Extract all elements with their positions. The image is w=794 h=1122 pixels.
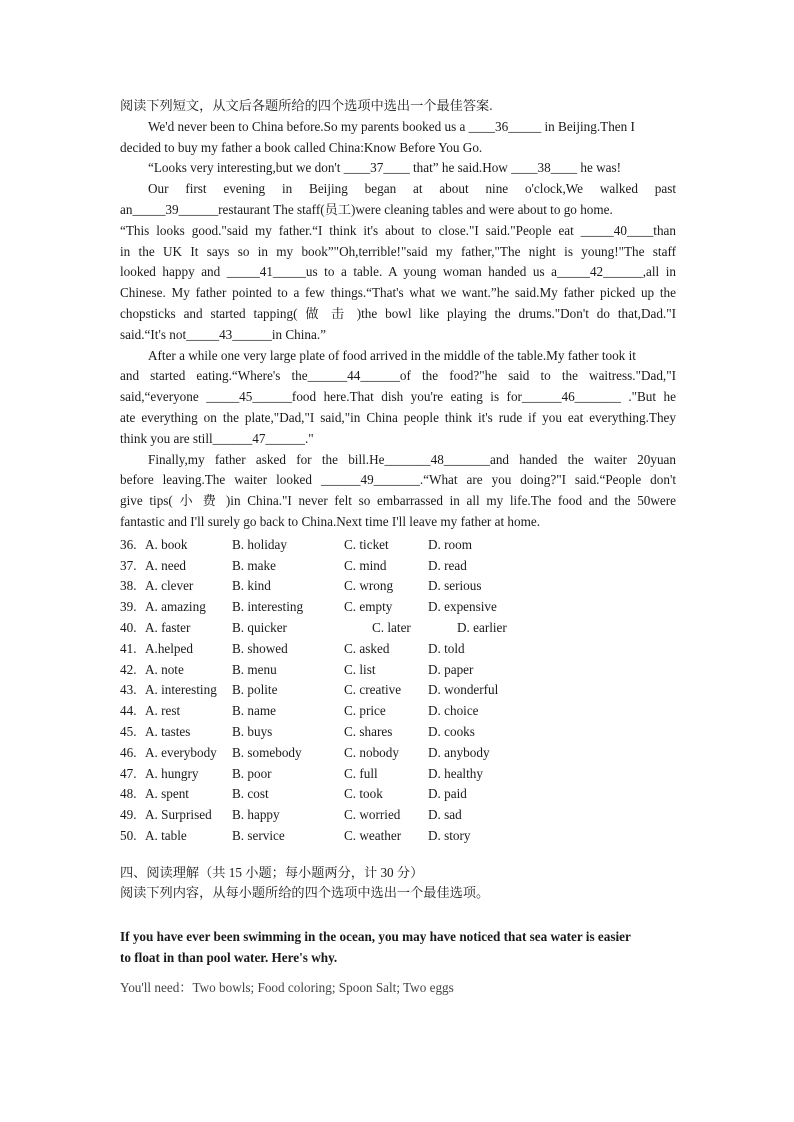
option-row-46	[120, 743, 676, 764]
reading-intro-line: If you have ever been swimming in the ocean, you may have noticed that sea water is easier	[120, 929, 631, 945]
option-a[interactable]: A. spent	[145, 786, 189, 802]
exam-page	[120, 96, 676, 999]
option-d[interactable]: D. room	[428, 536, 472, 552]
option-d[interactable]: D. wonderful	[428, 682, 499, 698]
passage-line: before leaving.The waiter looked ______49_______.“What are you doing?"I said.“People don't	[120, 472, 676, 488]
passage-line: “This looks good."said my father.“I think it's about to close."I said."People eat _____40____than	[120, 222, 676, 238]
question-number: 37.	[120, 557, 137, 573]
option-c[interactable]: C. ticket	[344, 536, 389, 552]
option-d[interactable]: D. story	[428, 827, 471, 843]
option-d[interactable]: D. told	[428, 640, 465, 656]
reading-intro	[120, 926, 676, 968]
question-number: 39.	[120, 599, 137, 615]
option-d[interactable]: D. anybody	[428, 744, 490, 760]
question-number: 48.	[120, 786, 137, 802]
question-number: 45.	[120, 723, 137, 739]
option-a[interactable]: A. rest	[145, 703, 181, 719]
option-row-50	[120, 826, 676, 847]
option-d[interactable]: D. healthy	[428, 765, 483, 781]
option-c[interactable]: C. asked	[344, 640, 390, 656]
option-a[interactable]: A. everybody	[145, 744, 217, 760]
passage-line: an_____39______restaurant The staff(员工)were cleaning tables and were about to go home.	[120, 201, 613, 217]
option-b[interactable]: B. somebody	[232, 744, 302, 760]
option-row-43	[120, 680, 676, 701]
passage-line: ate everything on the plate,"Dad,"I said,"in China people think it's rude if you eat everything.They	[120, 409, 676, 425]
option-b[interactable]: B. menu	[232, 661, 277, 677]
question-number: 36.	[120, 536, 137, 552]
option-row-45	[120, 722, 676, 743]
option-b[interactable]: B. buys	[232, 723, 273, 739]
option-a[interactable]: A.helped	[145, 640, 193, 656]
reading-intro-line: to float in than pool water. Here's why.	[120, 950, 338, 966]
option-b[interactable]: B. kind	[232, 578, 271, 594]
passage-line: said.“It's not_____43______in China.”	[120, 326, 327, 342]
option-c[interactable]: C. later	[372, 619, 411, 635]
passage-line: Our first evening in Beijing began at about nine o'clock,We walked past	[148, 181, 676, 197]
option-d[interactable]: D. cooks	[428, 723, 475, 739]
option-d[interactable]: D. sad	[428, 807, 462, 823]
section-4	[120, 863, 676, 905]
option-b[interactable]: B. name	[232, 703, 276, 719]
option-row-39	[120, 597, 676, 618]
passage-line: think you are still______47______."	[120, 430, 314, 446]
option-a[interactable]: A. Surprised	[145, 807, 212, 823]
option-a[interactable]: A. interesting	[145, 682, 217, 698]
question-number: 41.	[120, 640, 137, 656]
option-c[interactable]: C. empty	[344, 599, 393, 615]
option-row-41	[120, 639, 676, 660]
section-instruction: 阅读下列内容，从每小题所给的四个选项中选出一个最佳选项。	[120, 885, 490, 901]
option-b[interactable]: B. quicker	[232, 619, 287, 635]
option-row-37	[120, 556, 676, 577]
option-b[interactable]: B. happy	[232, 807, 280, 823]
cloze-passage	[120, 117, 676, 533]
question-number: 38.	[120, 578, 137, 594]
section-heading: 四、阅读理解（共 15 小题；每小题两分，计 30 分）	[120, 864, 424, 880]
options-list	[120, 535, 676, 847]
question-number: 42.	[120, 661, 137, 677]
cloze-instruction: 阅读下列短文，从文后各题所给的四个选项中选出一个最佳答案.	[120, 98, 493, 113]
question-number: 50.	[120, 827, 137, 843]
option-row-49	[120, 805, 676, 826]
passage-line: We'd never been to China before.So my parents booked us a ____36_____ in Beijing.Then I	[148, 118, 635, 134]
option-a[interactable]: A. hungry	[145, 765, 199, 781]
option-a[interactable]: A. need	[145, 557, 187, 573]
passage-line: “Looks very interesting,but we don't ____37____ that” he said.How ____38____ he was!	[148, 160, 622, 176]
option-b[interactable]: B. interesting	[232, 599, 304, 615]
option-b[interactable]: B. poor	[232, 765, 272, 781]
option-a[interactable]: A. clever	[145, 578, 194, 594]
option-c[interactable]: C. weather	[344, 827, 402, 843]
passage-line: chopsticks and started tapping( 做 击 )the bowl like playing the drums."Don't do that,Dad."I	[120, 305, 676, 321]
option-c[interactable]: C. list	[344, 661, 376, 677]
option-c[interactable]: C. full	[344, 765, 378, 781]
option-c[interactable]: C. mind	[344, 557, 387, 573]
option-a[interactable]: A. amazing	[145, 599, 206, 615]
option-d[interactable]: D. paper	[428, 661, 474, 677]
question-number: 43.	[120, 682, 137, 698]
passage-line: looked happy and _____41_____us to a table. A young woman handed us a_____42______,all in	[120, 264, 676, 280]
option-row-47	[120, 764, 676, 785]
option-a[interactable]: A. table	[145, 827, 187, 843]
passage-line: give tips( 小 费 )in China."I never felt so embarrassed in all my life.The food and the 50were	[120, 493, 676, 509]
option-c[interactable]: C. shares	[344, 723, 393, 739]
option-row-42	[120, 660, 676, 681]
question-number: 40.	[120, 619, 137, 635]
option-row-38	[120, 576, 676, 597]
option-d[interactable]: D. serious	[428, 578, 482, 594]
option-d[interactable]: D. earlier	[457, 619, 507, 635]
question-number: 46.	[120, 744, 137, 760]
question-number: 49.	[120, 807, 137, 823]
option-a[interactable]: A. faster	[145, 619, 191, 635]
option-b[interactable]: B. polite	[232, 682, 278, 698]
option-b[interactable]: B. showed	[232, 640, 288, 656]
option-row-36	[120, 535, 676, 556]
option-c[interactable]: C. nobody	[344, 744, 399, 760]
option-c[interactable]: C. wrong	[344, 578, 394, 594]
option-a[interactable]: A. book	[145, 536, 188, 552]
passage-line: Chinese. My father pointed to a few things.“That's what we want.”he said.My father picked up the	[120, 285, 676, 301]
passage-line: fantastic and I'll surely go back to China.Next time I'll leave my father at home.	[120, 513, 541, 529]
option-row-44	[120, 701, 676, 722]
option-b[interactable]: B. cost	[232, 786, 269, 802]
option-c[interactable]: C. worried	[344, 807, 401, 823]
passage-line: in the UK It says so in my book”"Oh,terrible!"said my father,"The night is young!"The staff	[120, 243, 676, 259]
passage-line: said,“everyone _____45______food here.That dish you're eating is for______46_______ ."But he	[120, 389, 676, 405]
option-b[interactable]: B. make	[232, 557, 276, 573]
option-row-48	[120, 784, 676, 805]
option-d[interactable]: D. paid	[428, 786, 467, 802]
question-number: 44.	[120, 703, 137, 719]
option-row-40	[120, 618, 676, 639]
passage-line: and started eating.“Where's the______44______of the food?"he said to the waitress."Dad,"I	[120, 368, 676, 384]
passage-line: Finally,my father asked for the bill.He_______48_______and handed the waiter 20yuan	[148, 451, 676, 467]
option-c[interactable]: C. price	[344, 703, 386, 719]
option-c[interactable]: C. creative	[344, 682, 402, 698]
option-d[interactable]: D. choice	[428, 703, 479, 719]
option-d[interactable]: D. expensive	[428, 599, 497, 615]
passage-line: After a while one very large plate of food arrived in the middle of the table.My father took it	[148, 347, 636, 363]
option-a[interactable]: A. note	[145, 661, 184, 677]
materials-line: You'll need：Two bowls; Food coloring; Spoon Salt; Two eggs	[120, 980, 454, 996]
option-b[interactable]: B. service	[232, 827, 285, 843]
option-a[interactable]: A. tastes	[145, 723, 191, 739]
question-number: 47.	[120, 765, 137, 781]
option-d[interactable]: D. read	[428, 557, 467, 573]
option-c[interactable]: C. took	[344, 786, 383, 802]
passage-line: decided to buy my father a book called China:Know Before You Go.	[120, 139, 483, 155]
option-b[interactable]: B. holiday	[232, 536, 287, 552]
